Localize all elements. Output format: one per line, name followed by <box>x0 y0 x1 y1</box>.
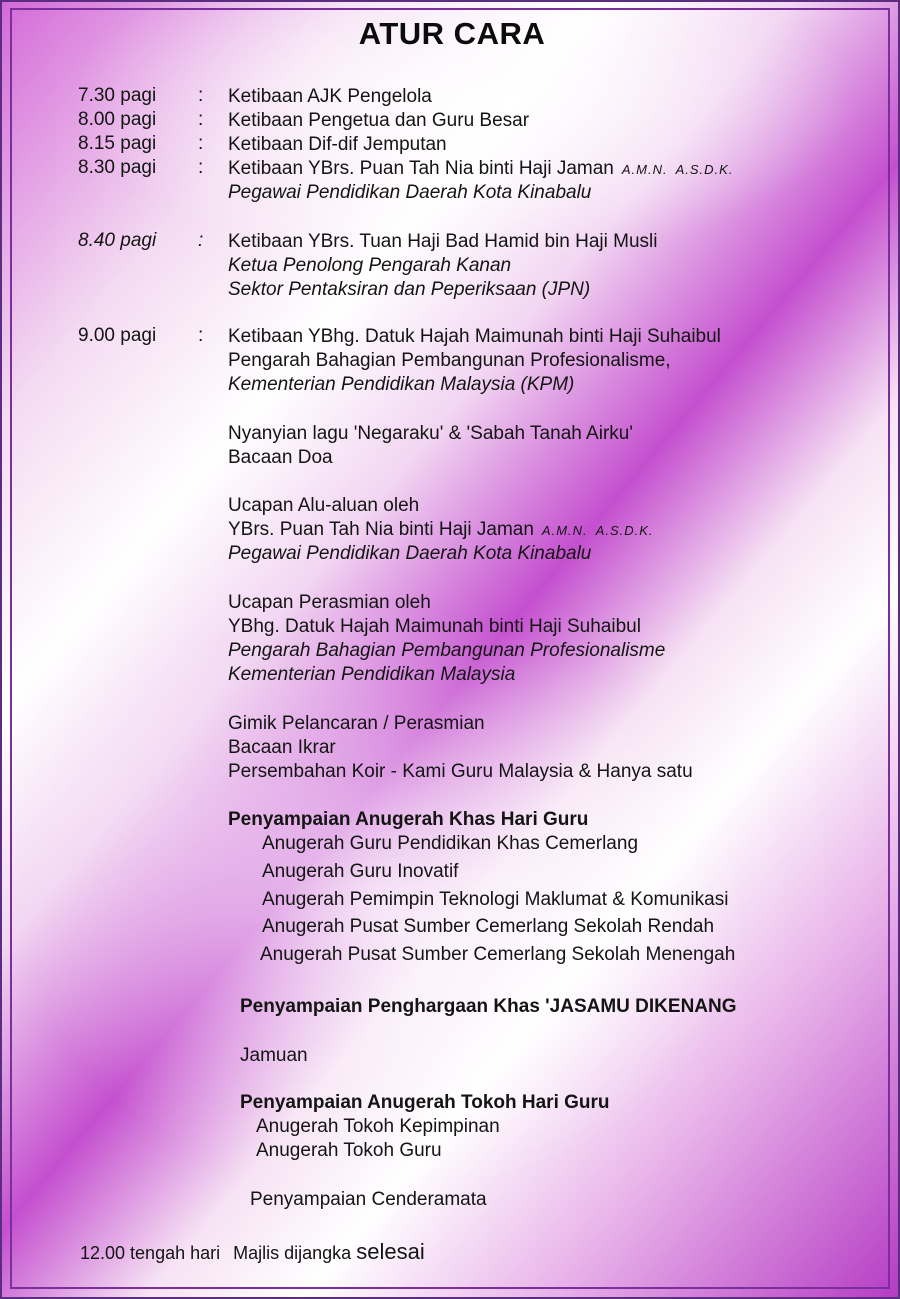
award-item: Anugerah Pusat Sumber Cemerlang Sekolah Rendah <box>262 916 715 937</box>
awards-heading: Penyampaian Anugerah Khas Hari Guru <box>228 809 589 830</box>
guest-position: Ketua Penolong Pengarah Kanan <box>228 255 512 276</box>
guest-position: Pegawai Pendidikan Daerah Kota Kinabalu <box>228 182 592 203</box>
honor-amn: A.M.N. <box>621 162 668 177</box>
choir-item: Persembahan Koir - Kami Guru Malaysia & Hanya satu <box>228 761 693 782</box>
schedule-text: Ketibaan YBhg. Datuk Hajah Maimunah binti Haji Suhaibul <box>228 326 721 347</box>
opening-ministry: Kementerian Pendidikan Malaysia <box>228 664 516 685</box>
award-item: Anugerah Guru Pendidikan Khas Cemerlang <box>262 833 639 854</box>
schedule-text: Ketibaan AJK Pengelola <box>228 86 432 107</box>
honor-amn: A.M.N. <box>541 523 588 538</box>
schedule-time: 8.40 pagi <box>78 230 157 251</box>
closing-end: selesai <box>356 1239 425 1264</box>
honor-asdk: A.S.D.K. <box>675 162 734 177</box>
schedule-text: Ketibaan Dif-dif Jemputan <box>228 134 447 155</box>
award-item: Anugerah Pusat Sumber Cemerlang Sekolah Menengah <box>260 944 736 965</box>
welcome-name: YBrs. Puan Tah Nia binti Haji Jaman <box>228 519 534 540</box>
schedule-colon: : <box>198 109 204 130</box>
tokoh-heading: Penyampaian Anugerah Tokoh Hari Guru <box>240 1092 610 1113</box>
tokoh-item: Anugerah Tokoh Guru <box>256 1140 442 1161</box>
schedule-colon: : <box>198 133 204 154</box>
award-item: Anugerah Pemimpin Teknologi Maklumat & Komunikasi <box>262 889 729 910</box>
schedule-time: 8.15 pagi <box>78 133 157 154</box>
ikrar-item: Bacaan Ikrar <box>228 737 336 758</box>
guest-position: Pengarah Bahagian Pembangunan Profesionalisme, <box>228 350 671 371</box>
guest-ministry: Kementerian Pendidikan Malaysia (KPM) <box>228 374 575 395</box>
schedule-colon: : <box>198 325 204 346</box>
schedule-time: 8.00 pagi <box>78 109 157 130</box>
page-title: ATUR CARA <box>358 16 546 51</box>
gimmick-item: Gimik Pelancaran / Perasmian <box>228 713 485 734</box>
schedule-colon: : <box>198 157 204 178</box>
award-item: Anugerah Guru Inovatif <box>262 861 459 882</box>
schedule-time: 9.00 pagi <box>78 325 157 346</box>
opening-title: Pengarah Bahagian Pembangunan Profesionalisme <box>228 640 666 661</box>
guest-department: Sektor Pentaksiran dan Peperiksaan (JPN) <box>228 279 591 300</box>
schedule-text: Ketibaan Pengetua dan Guru Besar <box>228 110 530 131</box>
schedule-time: 8.30 pagi <box>78 157 157 178</box>
doa-item: Bacaan Doa <box>228 447 333 468</box>
schedule-text <box>228 157 733 182</box>
schedule-colon: : <box>198 230 204 251</box>
jamuan-item: Jamuan <box>240 1045 308 1066</box>
tokoh-item: Anugerah Tokoh Kepimpinan <box>256 1116 500 1137</box>
schedule-text: Ketibaan YBrs. Tuan Haji Bad Hamid bin Haji Musli <box>228 231 658 252</box>
guest-name: Ketibaan YBrs. Puan Tah Nia binti Haji Jaman <box>228 158 614 179</box>
schedule-time: 7.30 pagi <box>78 85 157 106</box>
schedule-colon: : <box>198 85 204 106</box>
closing-time: 12.00 tengah hari <box>80 1243 221 1263</box>
welcome-speaker <box>228 518 654 543</box>
closing-line <box>80 1240 425 1265</box>
cenderamata-item: Penyampaian Cenderamata <box>250 1189 487 1210</box>
welcome-heading: Ucapan Alu-aluan oleh <box>228 495 420 516</box>
closing-text: Majlis dijangka <box>233 1243 352 1263</box>
welcome-title: Pegawai Pendidikan Daerah Kota Kinabalu <box>228 543 592 564</box>
jasamu-item: Penyampaian Penghargaan Khas 'JASAMU DIKENANG <box>240 996 737 1017</box>
anthem-item: Nyanyian lagu 'Negaraku' & 'Sabah Tanah Airku' <box>228 423 633 444</box>
honor-asdk: A.S.D.K. <box>595 523 654 538</box>
opening-name: YBhg. Datuk Hajah Maimunah binti Haji Suhaibul <box>228 616 641 637</box>
opening-heading: Ucapan Perasmian oleh <box>228 592 431 613</box>
